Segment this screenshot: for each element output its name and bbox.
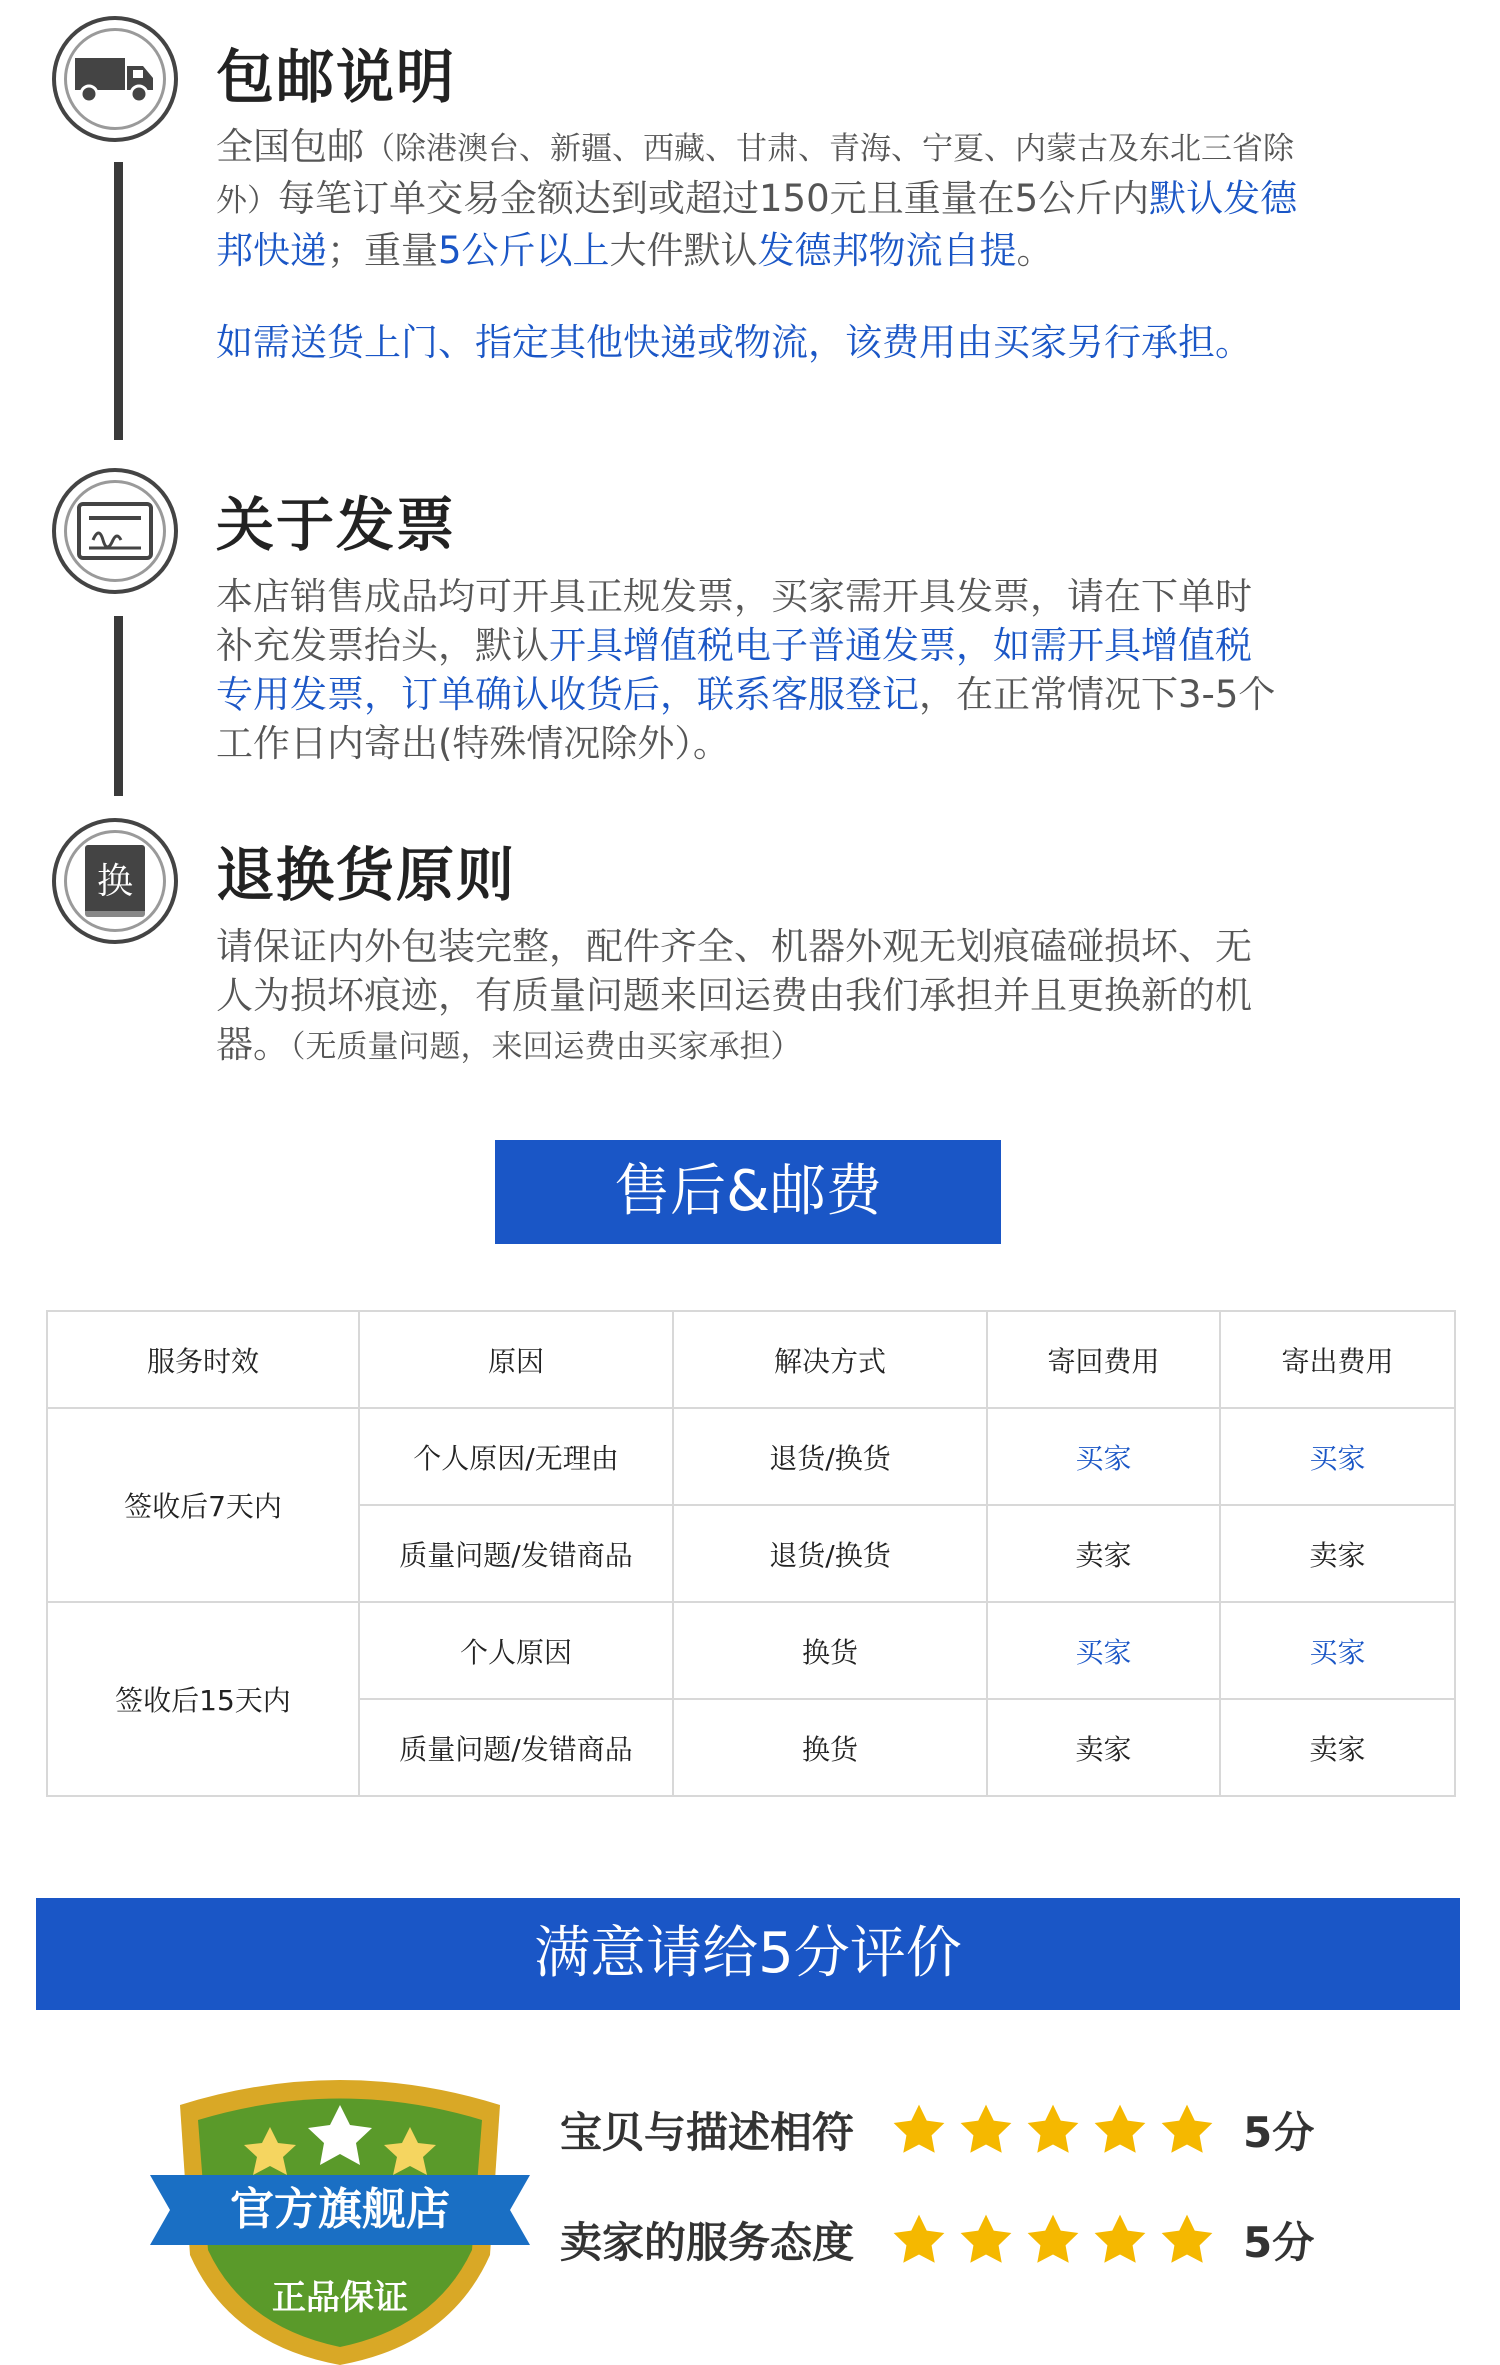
table-cell-method: 退货/换货	[673, 1505, 987, 1602]
rating-label: 宝贝与描述相符	[560, 2108, 855, 2157]
invoice-line3-blue: 专用发票，订单确认收货后，联系客服登记	[216, 673, 919, 716]
shipping-line1-note: （除港澳台、新疆、西藏、甘肃、青海、宁夏、内蒙古及东北三省除	[364, 131, 1294, 167]
star-icon	[1158, 2211, 1216, 2269]
shipping-line3-blue3: 发德邦物流自提	[757, 229, 1017, 272]
service-table	[46, 1310, 1456, 1797]
returns-line3-note: （无质量问题，来回运费由买家承担）	[290, 1029, 802, 1065]
shipping-line3-text1: ；重量	[327, 229, 438, 272]
rating-label: 卖家的服务态度	[560, 2218, 855, 2267]
table-row	[47, 1408, 1455, 1505]
returns-line3-text: 器。	[216, 1023, 290, 1066]
star-icon	[1091, 2101, 1149, 2159]
timeline-line-1	[114, 162, 123, 440]
shipping-line3-blue1: 邦快递	[216, 229, 327, 272]
table-cell-method: 换货	[673, 1602, 987, 1699]
rating-row-service	[560, 2200, 1314, 2280]
rating-score: 5分	[1243, 2218, 1315, 2267]
table-cell-method: 退货/换货	[673, 1408, 987, 1505]
shipping-line2-note: 外）	[216, 183, 278, 219]
table-cell-send-fee: 卖家	[1220, 1505, 1455, 1602]
star-icon	[1024, 2211, 1082, 2269]
table-header-cell: 原因	[359, 1311, 673, 1408]
invoice-line2-text: 补充发票抬头，默认	[216, 624, 549, 667]
official-store-badge	[150, 2065, 530, 2322]
shipping-line3-end: 。	[1016, 229, 1054, 272]
table-cell-send-fee: 卖家	[1220, 1699, 1455, 1796]
shipping-note: 如需送货上门、指定其他快递或物流，该费用由买家另行承担。	[216, 321, 1252, 364]
invoice-line2-blue: 开具增值税电子普通发票，如需开具增值税	[549, 624, 1252, 667]
badge-bottom-text: 正品保证	[272, 2278, 408, 2318]
rating-score: 5分	[1243, 2108, 1315, 2157]
invoice-description	[216, 572, 1446, 768]
star-icon	[957, 2101, 1015, 2159]
table-cell-return-fee: 买家	[987, 1408, 1220, 1505]
shipping-line1-text: 全国包邮	[216, 125, 364, 168]
table-cell-reason: 个人原因/无理由	[359, 1408, 673, 1505]
table-cell-return-fee: 卖家	[987, 1699, 1220, 1796]
shipping-line3-blue2: 5公斤以上	[438, 229, 610, 272]
table-header-cell: 寄回费用	[987, 1311, 1220, 1408]
table-group-cell: 签收后7天内	[47, 1408, 359, 1602]
star-icon	[890, 2211, 948, 2269]
table-cell-return-fee: 买家	[987, 1602, 1220, 1699]
shipping-line2-text: 每笔订单交易金额达到或超过150元且重量在5公斤内	[278, 177, 1150, 220]
table-header-cell: 服务时效	[47, 1311, 359, 1408]
table-row	[47, 1602, 1455, 1699]
returns-title: 退换货原则	[216, 841, 517, 909]
invoice-line4: 工作日内寄出(特殊情况除外）。	[216, 722, 730, 765]
truck-icon	[73, 52, 157, 106]
table-cell-return-fee: 卖家	[987, 1505, 1220, 1602]
star-icon	[890, 2101, 948, 2159]
returns-line2: 人为损坏痕迹，有质量问题来回运费由我们承担并且更换新的机	[216, 974, 1252, 1017]
badge-ribbon-text: 官方旗舰店	[230, 2184, 450, 2235]
returns-description	[216, 922, 1446, 1072]
table-group-cell: 签收后15天内	[47, 1602, 359, 1796]
exchange-icon	[85, 845, 145, 917]
table-header-cell: 解决方式	[673, 1311, 987, 1408]
rating-stars	[890, 2211, 1225, 2269]
shipping-description	[216, 122, 1446, 275]
shipping-line2-blue: 默认发德	[1149, 177, 1298, 220]
rating-row-description	[560, 2090, 1314, 2170]
exchange-icon-char: 换	[96, 860, 133, 902]
table-cell-reason: 质量问题/发错商品	[359, 1505, 673, 1602]
returns-line1: 请保证内外包装完整，配件齐全、机器外观无划痕磕碰损坏、无	[216, 925, 1252, 968]
shipping-icon-circle	[52, 16, 178, 142]
aftersale-banner: 售后&邮费	[495, 1140, 1001, 1244]
rating-banner: 满意请给5分评价	[36, 1898, 1460, 2010]
table-header-cell: 寄出费用	[1220, 1311, 1455, 1408]
star-icon	[957, 2211, 1015, 2269]
invoice-line1: 本店销售成品均可开具正规发票，买家需开具发票，请在下单时	[216, 575, 1252, 618]
table-cell-reason: 个人原因	[359, 1602, 673, 1699]
rating-stars	[890, 2101, 1225, 2159]
invoice-icon	[75, 500, 155, 562]
star-icon	[1024, 2101, 1082, 2159]
table-header-row	[47, 1311, 1455, 1408]
table-cell-method: 换货	[673, 1699, 987, 1796]
shipping-line3-text2: 大件默认	[609, 229, 758, 272]
shipping-title: 包邮说明	[216, 43, 457, 111]
table-cell-send-fee: 买家	[1220, 1602, 1455, 1699]
returns-icon-circle	[52, 818, 178, 944]
star-icon	[1158, 2101, 1216, 2159]
table-cell-reason: 质量问题/发错商品	[359, 1699, 673, 1796]
star-icon	[1091, 2211, 1149, 2269]
invoice-line3-text: ，在正常情况下3-5个	[919, 673, 1276, 716]
table-cell-send-fee: 买家	[1220, 1408, 1455, 1505]
invoice-title: 关于发票	[216, 491, 457, 559]
timeline-line-2	[114, 616, 123, 796]
invoice-icon-circle	[52, 468, 178, 594]
